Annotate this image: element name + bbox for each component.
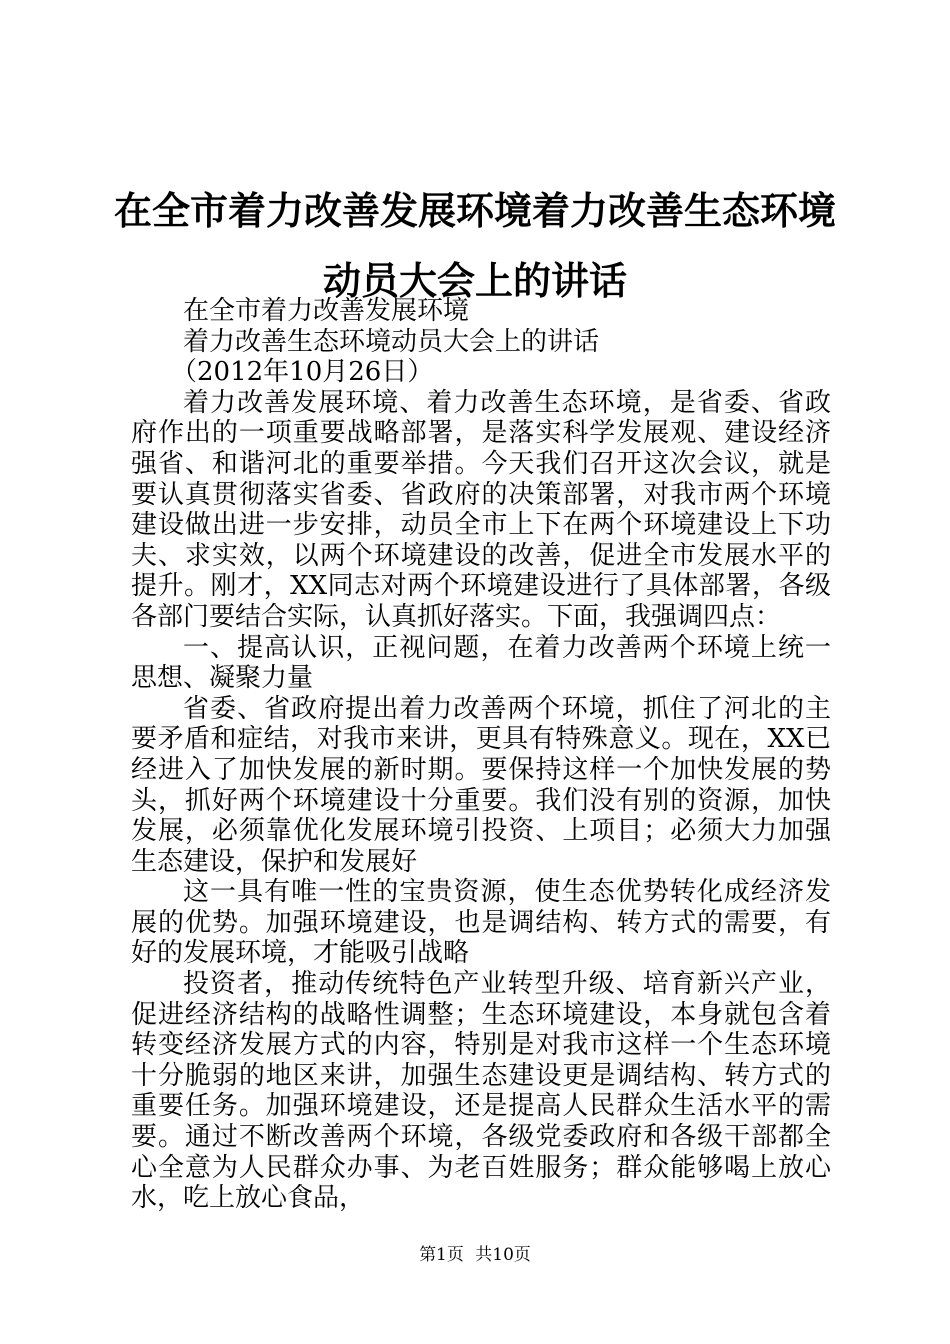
page-total: 共10页 [475,1245,531,1265]
subtitle-line-1: 在全市着力改善发展环境 [183,296,470,326]
paragraph: 这一具有唯一性的宝贵资源，使生态优势转化成经济发展的优势。加强环境建设，也是调结构、转方式的需要，有好的发展环境，才能吸引战略 [131,877,831,969]
speech-date: （2012年10月26日） [171,357,434,388]
paragraph: 省委、省政府提出着力改善两个环境，抓住了河北的主要矛盾和症结，对我市来讲，更具有特殊意义。现在，XX已经进入了加快发展的新时期。要保持这样一个加快发展的势头，抓好两个环境建设十分重要。我们没有别的资源，加快发展，必须靠优化发展环境引投资、上项目；必须大力加强生态建设，保护和发展好 [131,693,831,877]
paragraph: 着力改善发展环境、着力改善生态环境，是省委、省政府作出的一项重要战略部署，是落实科学发展观、建设经济强省、和谐河北的重要举措。今天我们召开这次会议，就是要认真贯彻落实省委、省政府的决策部署，对我市两个环境建设做出进一步安排，动员全市上下在两个环境建设上下功夫、求实效，以两个环境建设的改善，促进全市发展水平的提升。刚才，XX同志对两个环境建设进行了具体部署，各级各部门要结合实际，认真抓好落实。下面，我强调四点： [131,387,831,632]
subtitle-line-2: 着力改善生态环境动员大会上的讲话 [183,326,600,357]
page-number: 第1页 [419,1245,464,1265]
section-heading: 一、提高认识，正视问题，在着力改善两个环境上统一思想、凝聚力量 [131,632,831,694]
document-title: 在全市着力改善发展环境着力改善生态环境动员大会上的讲话 [113,189,836,303]
document-body [131,296,831,1214]
page-footer [0,1240,950,1265]
paragraph: 投资者，推动传统特色产业转型升级、培育新兴产业，促进经济结构的战略性调整；生态环境建设，本身就包含着转变经济发展方式的内容，特别是对我市这样一个生态环境十分脆弱的地区来讲，加强生态建设更是调结构、转方式的重要任务。加强环境建设，还是提高人民群众生活水平的需要。通过不断改善两个环境，各级党委政府和各级干部都全心全意为人民群众办事、为老百姓服务；群众能够喝上放心水，吃上放心食品， [131,969,831,1214]
